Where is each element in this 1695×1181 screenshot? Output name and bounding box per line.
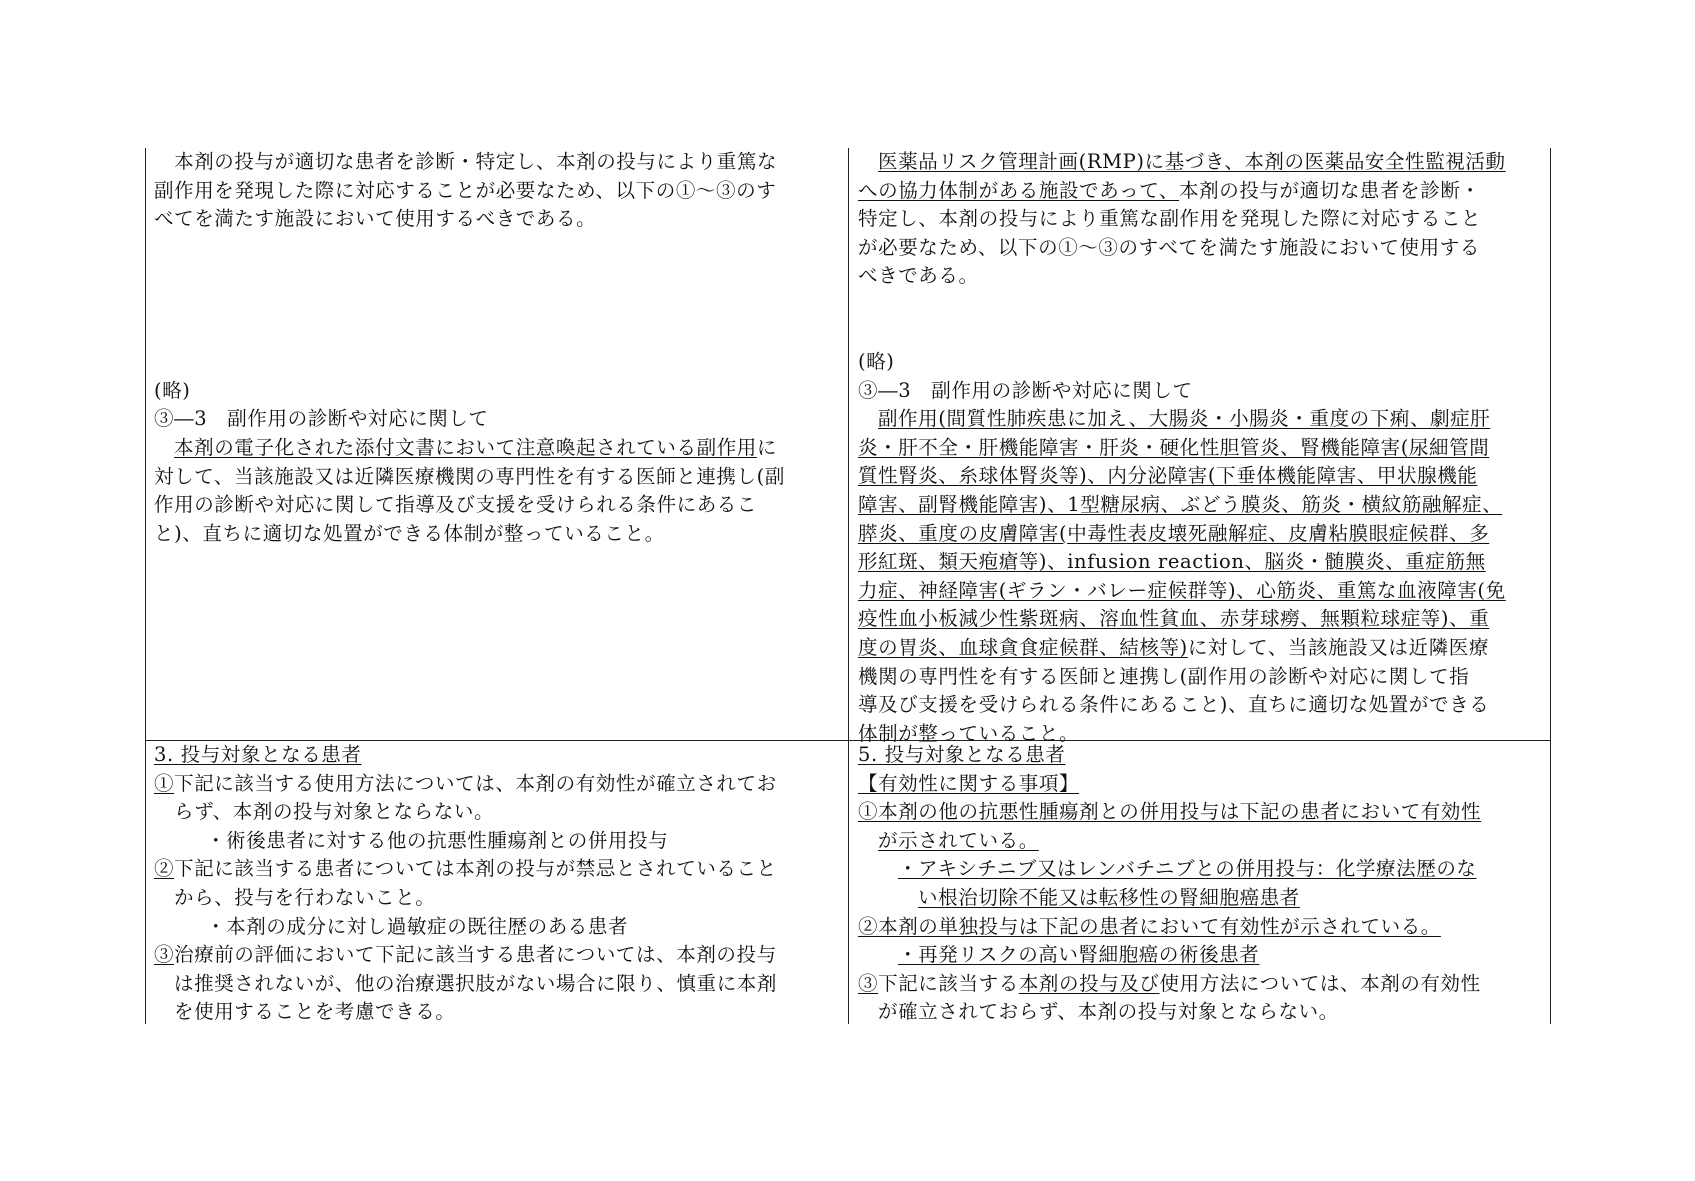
left-bottom-cell [154,741,842,1027]
comparison-table [145,148,1551,1024]
underlined-line: 力症、神経障害(ギラン・バレー症候群等)、心筋炎、重篤な血液障害(免 [858,578,1506,602]
section-heading: 5. 投与対象となる患者 [858,743,1066,766]
underlined-line: 炎・肝不全・肝機能障害・肝炎・硬化性胆管炎、腎機能障害(尿細管間 [858,435,1490,459]
intro-line: への協力体制がある施設であって、本剤の投与が適切な患者を診断・ [858,178,1481,202]
bullet-item: ・アキシチニブ又はレンバチニブとの併用投与：化学療法歴のな [898,857,1477,881]
body-line: 作用の診断や対応に関して指導及び支援を受けられる条件にあるこ [154,493,758,517]
subheading: ③―3 副作用の診断や対応に関して [154,407,489,431]
subheading: ③―3 副作用の診断や対応に関して [858,378,1193,402]
list-item: ②本剤の単独投与は下記の患者において有効性が示されている。 [858,914,1441,938]
body-line: 対して、当該施設又は近隣医療機関の専門性を有する医師と連携し(副 [154,464,785,488]
underlined-line: 疫性血小板減少性紫斑病、溶血性貧血、赤芽球癆、無顆粒球症等)、重 [858,607,1490,631]
list-item-cont: らず、本剤の投与対象とならない。 [174,800,495,824]
bullet-item-cont: い根治切除不能又は転移性の腎細胞癌患者 [918,885,1300,909]
right-top-cell [858,148,1542,748]
intro-line: べてを満たす施設において使用するべきである。 [154,207,597,231]
left-top-cell [154,148,842,548]
efficacy-heading: 【有効性に関する事項】 [858,771,1080,795]
list-item: ①本剤の他の抗悪性腫瘍剤との併用投与は下記の患者において有効性 [858,800,1482,824]
bullet-item: ・本剤の成分に対し過敏症の既往歴のある患者 [206,914,629,938]
list-item: ③治療前の評価において下記に該当する患者については、本剤の投与 [154,943,777,967]
underlined-line: 障害、副腎機能障害)、1型糖尿病、ぶどう膜炎、筋炎・横紋筋融解症、 [858,492,1503,516]
list-item: ②下記に該当する患者については本剤の投与が禁忌とされていること [154,857,777,881]
body-line: 機関の専門性を有する医師と連携し(副作用の診断や対応に関して指 [858,664,1470,688]
list-item: ①下記に該当する使用方法については、本剤の有効性が確立されてお [154,771,777,795]
body-line: 導及び支援を受けられる条件にあること)、直ちに適切な処置ができる [858,693,1490,717]
omitted-note: (略) [858,349,895,373]
bullet-item: ・術後患者に対する他の抗悪性腫瘍剤との併用投与 [206,828,669,852]
intro-line: 副作用を発現した際に対応することが必要なため、以下の①～③のす [154,178,777,202]
intro-line: 本剤の投与が適切な患者を診断・特定し、本剤の投与により重篤な [154,150,778,173]
list-item-cont: は推奨されないが、他の治療選択肢がない場合に限り、慎重に本剤 [174,971,778,995]
bullet-item: ・再発リスクの高い腎細胞癌の術後患者 [898,943,1260,967]
omitted-note: (略) [154,378,191,402]
underlined-line: 形紅斑、類天疱瘡等)、infusion reaction、脳炎・髄膜炎、重症筋無 [858,550,1486,574]
underlined-text: 本剤の電子化された添付文書において注意喚起されている副作用 [174,435,757,459]
section-heading: 3. 投与対象となる患者 [154,743,362,766]
list-item-cont: が示されている。 [878,828,1039,852]
list-item: ③下記に該当する本剤の投与及び使用方法については、本剤の有効性 [858,971,1481,995]
body-line: 本剤の電子化された添付文書において注意喚起されている副作用に [174,435,778,459]
intro-line: べきである。 [858,264,979,288]
intro-line: 医薬品リスク管理計画(RMP)に基づき、本剤の医薬品安全性監視活動 [878,150,1506,173]
list-item-cont: を使用することを考慮できる。 [174,1000,456,1024]
underlined-line: 質性腎炎、糸球体腎炎等)、内分泌障害(下垂体機能障害、甲状腺機能 [858,464,1478,488]
intro-line: 特定し、本剤の投与により重篤な副作用を発現した際に対応すること [858,207,1482,231]
body-line: 体制が整っていること。 [858,721,1080,745]
column-divider [848,148,849,1024]
list-item-cont: から、投与を行わないこと。 [174,885,436,909]
body-line: 度の胃炎、血球貪食症候群、結核等)に対して、当該施設又は近隣医療 [858,635,1489,659]
underlined-line: 副作用(間質性肺疾患に加え、大腸炎・小腸炎・重度の下痢、劇症肝 [878,407,1491,431]
body-line: と)、直ちに適切な処置ができる体制が整っていること。 [154,521,665,545]
underlined-line: 膵炎、重度の皮膚障害(中毒性表皮壊死融解症、皮膚粘膜眼症候群、多 [858,521,1490,545]
right-bottom-cell [858,741,1542,1027]
intro-line: が必要なため、以下の①～③のすべてを満たす施設において使用する [858,235,1480,259]
list-item-cont: が確立されておらず、本剤の投与対象とならない。 [878,1000,1339,1024]
